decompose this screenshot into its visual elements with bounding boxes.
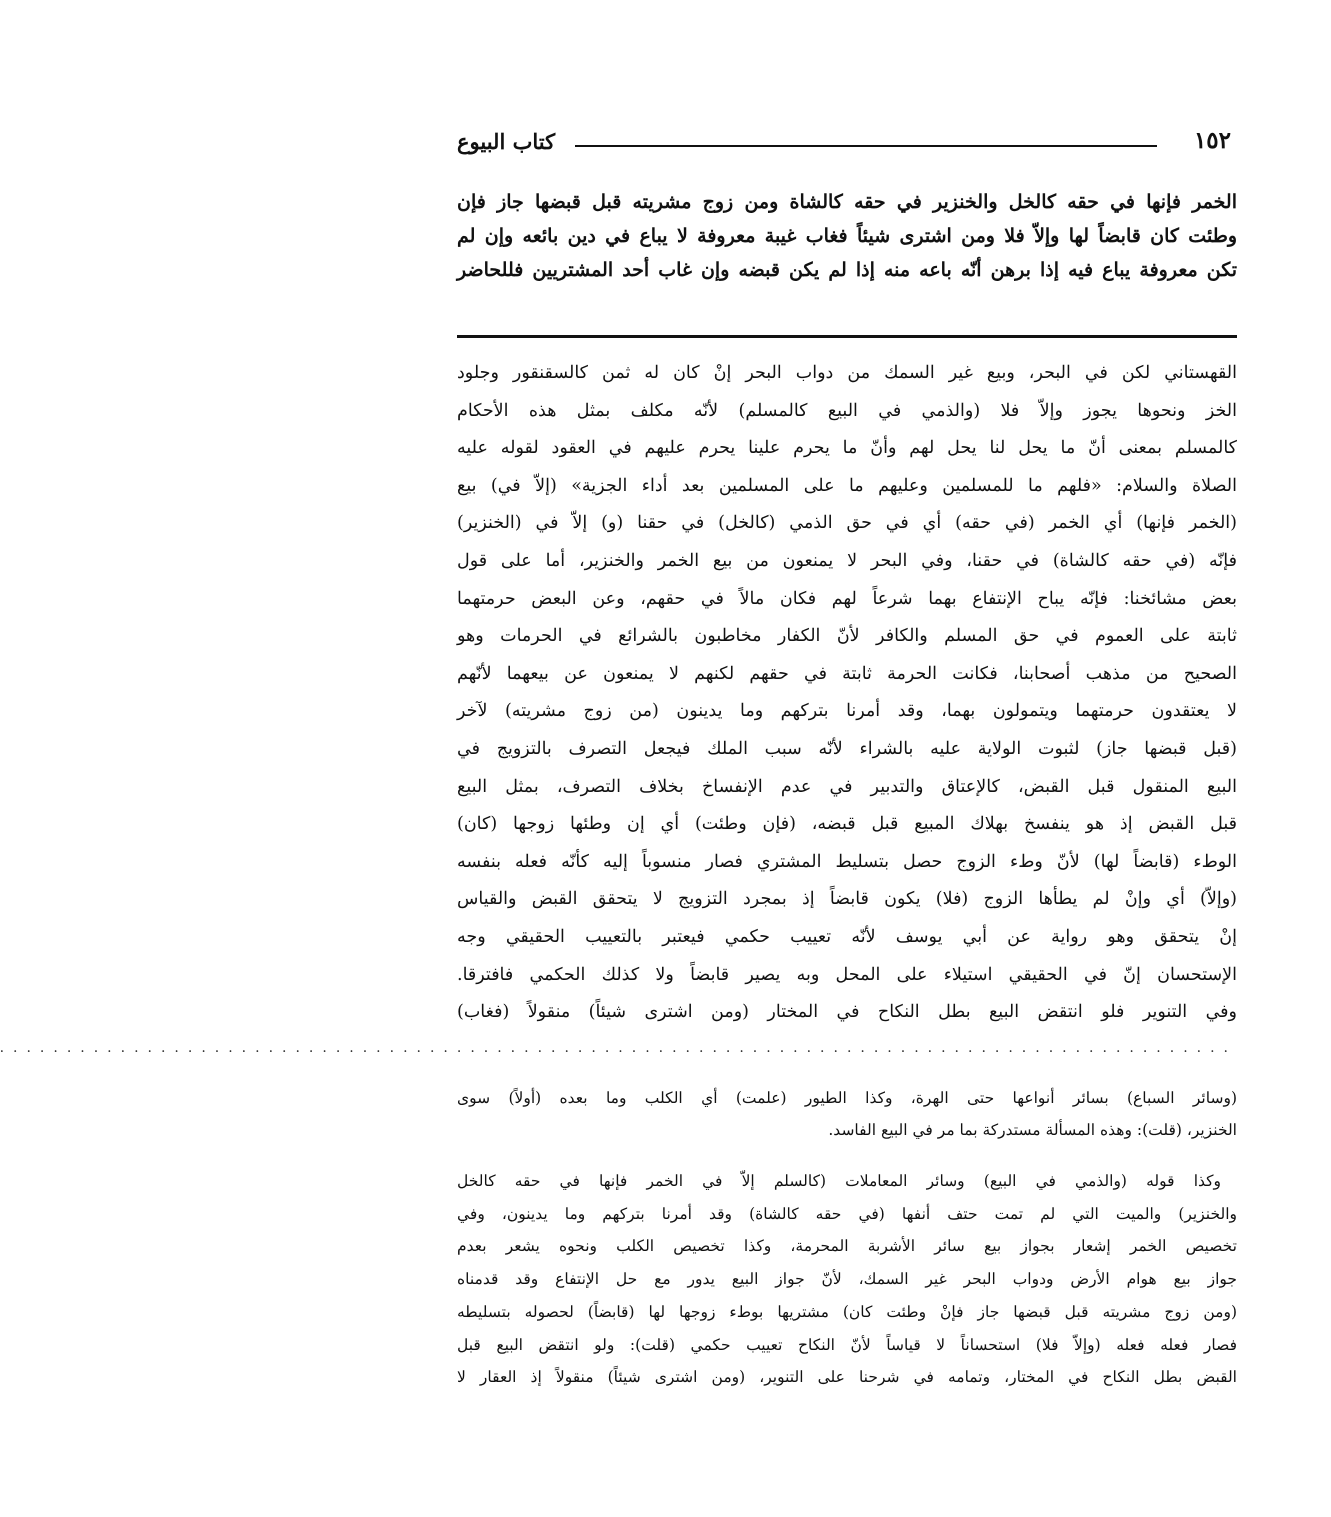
commentary-line: البيع المنقول قبل القبض، كالإعتاق والتدبير في عدم الإنفساخ بخلاف التصرف، بمثل البيع [457, 776, 1237, 797]
main-text-line: وطئت كان قابضاً لها وإلاّ فلا ومن اشترى شيئاً فغاب غيبة معروفة لا يباع في دين بائعه وإن لم [457, 225, 1237, 247]
commentary-line: بعض مشائخنا: فإنّه يباح الإنتفاع بهما شرعاً لهم فكان مالاً في حقهم، وعن البعض حرمتهما [457, 588, 1237, 609]
commentary-line: وفي التنوير فلو انتقض البيع بطل النكاح في المختار (ومن اشترى شيئاً) منقولاً (فغاب) [457, 1002, 1237, 1023]
main-text-line: الخمر فإنها في حقه كالخل والخنزير في حقه كالشاة ومن زوج مشريته قبل قبضها جاز فإن [457, 191, 1237, 213]
footnote-one-line: الخنزير، (قلت): وهذه المسألة مستدركة بما مر في البيع الفاسد. [828, 1121, 1237, 1139]
commentary-line: الصحيح من مذهب أصحابنا، فكانت الحرمة ثابتة في حقهم لكنهم لا يمنعون عن بيعهما لأنّهم [457, 663, 1237, 684]
commentary-line: الخز ونحوها يجوز وإلاّ فلا (والذمي في البيع كالمسلم) لأنّه مكلف بمثل هذه الأحكام [457, 400, 1237, 421]
footnote-one [457, 1082, 1237, 1146]
page-number: ١٥٢ [1193, 127, 1231, 154]
main-text-line: تكن معروفة يباع فيه إذا برهن أنّه باعه منه إذا لم يكن قبضه وإن غاب أحد المشتريين فللحاضر [457, 259, 1237, 281]
commentary-line: الإستحسان إنّ في الحقيقي استيلاء على المحل وبه يصير قابضاً ولا كذلك الحكمي فافترقا. [457, 964, 1237, 985]
footnote-one-line: (وسائر السباع) بسائر أنواعها حتى الهرة، وكذا الطيور (علمت) أي الكلب وما بعده (أولاً) سوى [457, 1089, 1237, 1107]
book-title: كتاب البيوع [457, 129, 556, 154]
commentary-line: كالمسلم بمعنى أنّ ما يحل لنا يحل لهم وأنّ ما يحرم علينا يحرم عليهم في العقود لقوله عليه [457, 438, 1237, 459]
footnote-two-line: جواز بيع هوام الأرض ودواب البحر غير السمك، لأنّ جواز البيع يدور مع حل الإنتفاع وقد قدمناه [457, 1270, 1237, 1289]
footnote-two-line: والخنزير) والميت التي لم تمت حتف أنفها (في حقه كالشاة) وقد أمرنا بتركهم وما يدينون، وفي [457, 1204, 1237, 1223]
commentary-line: (وإلاّ) أي وإنْ لم يطأها الزوج (فلا) يكون قابضاً إذ بمجرد التزويج لا يتحقق القبض والقياس [457, 889, 1237, 910]
footnote-two-line: فصار فعله فعله (وإلاّ فلا) استحساناً لا قياساً لأنّ النكاح تعييب حكمي (قلت): ولو انتقض البيع قبل [457, 1335, 1237, 1354]
page-header [457, 125, 1231, 161]
main-text-separator [457, 335, 1237, 338]
commentary-line: الوطء (قابضاً لها) لأنّ وطء الزوج حصل بتسليط المشتري فصار منسوباً إليه كأنّه فعله بنفسه [457, 851, 1237, 872]
commentary-line: ثابتة على العموم في حق المسلم والكافر لأنّ الكفار مخاطبون بالشرائع في الحرمات وهو [457, 626, 1237, 647]
commentary-line: (قبل قبضها جاز) لثبوت الولاية عليه بالشراء لأنّه سبب الملك فيجعل التصرف بالتزويج في [457, 738, 1237, 759]
commentary-line: الصلاة والسلام: «فلهم ما للمسلمين وعليهم ما على المسلمين بعد أداء الجزية» (إلاّ في) بيع [457, 475, 1237, 496]
commentary-line: (الخمر فإنها) أي الخمر (في حقه) أي في حق الذمي (كالخل) في حقنا (و) إلاّ في (الخنزير) [457, 513, 1237, 534]
commentary-line: إنْ يتحقق وهو رواية عن أبي يوسف لأنّه تعييب حكمي فيعتبر بالتعييب الحقيقي وجه [457, 926, 1237, 947]
commentary-line: قبل القبض إذ هو ينفسخ بهلاك المبيع قبل قبضه، (فإن وطئت) أي إن وطئها زوجها (كان) [457, 814, 1237, 835]
footnote-two-line: القبض بطل النكاح في المختار، وتمامه في شرحنا على التنوير، (ومن اشترى شيئاً) منقولاً إذ العقار لا [457, 1368, 1237, 1387]
footnote-two-line: وكذا قوله (والذمي في البيع) وسائر المعاملات (كالسلم إلاّ في الخمر فإنها في حقه كالخل [457, 1172, 1221, 1190]
commentary-line: القهستاني لكن في البحر، وبيع غير السمك من دواب البحر إنْ كان له ثمن كالسقنقور وجلود [457, 363, 1237, 383]
header-rule [575, 145, 1157, 147]
commentary-line: لا يعتقدون حرمتهما ويتمولون بهما، وقد أمرنا بتركهم وما يدينون (من زوج مشريته) لآخر [457, 701, 1237, 722]
footnote-two [457, 1165, 1237, 1394]
commentary-text [457, 355, 1237, 1032]
commentary-line: فإنّه (في حقه كالشاة) في حقنا، وفي البحر لا يمنعون من بيع الخمر والخنزير، أما على قول [457, 550, 1237, 571]
footnote-two-line: (ومن زوج مشريته قبل قبضها جاز فإنْ وطئت كان) مشتريها بوطء زوجها لها (قابضاً) لحصوله بتسليطه [457, 1302, 1237, 1321]
footnote-two-line: تخصيص الخمر إشعار بجواز بيع سائر الأشربة المحرمة، وكذا تخصيص الكلب ونحوه يشعر بعدم [457, 1237, 1237, 1256]
main-text [457, 185, 1237, 287]
dotted-separator: ............................................................................................ [0, 1040, 1237, 1056]
